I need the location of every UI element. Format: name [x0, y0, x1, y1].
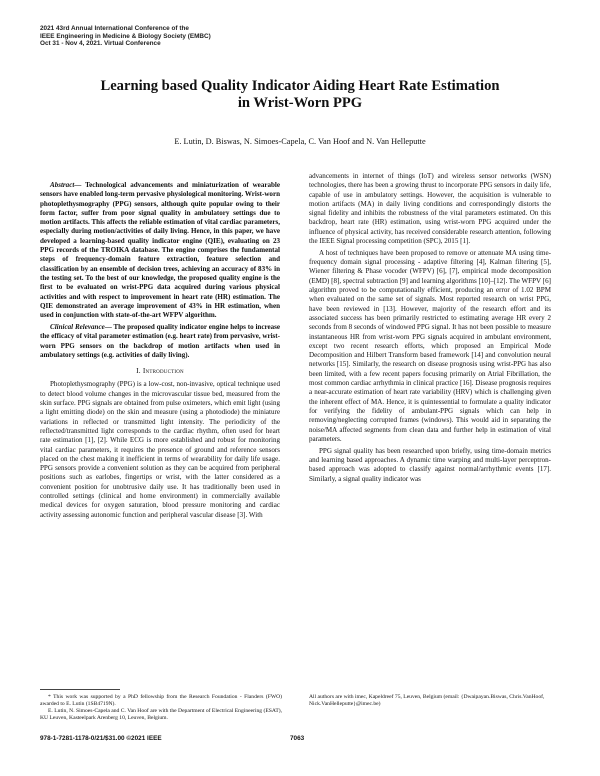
section-heading-introduction: I. Introduction	[136, 366, 184, 376]
body-paragraph: A host of techniques have been proposed to remove or attenuate MA using time-frequency domain signal processing - adaptive filtering [4], Kalman filtering [5], Wiener filtering & Phase vocoder (WFPV) [6], [7], empirical mode decomposition (EMD) [8], spectral subtraction [9] and learning algorithms [10]–[12]. The WFPV [6] algorithm proved to be computationally efficient, producing an error of 1.02 BPM when evaluated on the same set of signals. Most reported research on wrist PPG, have been reviewed in [13]. However, majority of the research effort and its associated success has been primarily restricted to estimating average HR every 2 seconds from 8 seconds of windowed PPG signal. It has not been possible to measure instantaneous HR from wrist-worn PPG signals acquired in ambulant environment, except two recent research efforts, which proposed an Empirical Mode Decomposition and Hilbert Transform based framework [14] and convolution neural networks [15]. Similarly, the research on disease prognosis using wrist-PPG has also been limited, with a few recent papers focusing primarily on Atrial Fibrillation, the most common cardiac arrhythmia in clinical practice [16]. Disease prognosis requires a near-accurate estimation of heart rate variability (HRV) which is challenging given the inherent effect of MA. Hence, it is quintessential to formulate a quality indicator for verifying the fidelity of ambulant-PPG signals which can help in removing/neglecting corrupted frames (windows). This would aid in separating the noise/MA affected segments from clean data and further help in estimation of vital parameters.	[309, 248, 551, 443]
clinical-relevance	[40, 323, 280, 360]
left-column	[40, 181, 280, 520]
conference-line-2: IEEE Engineering in Medicine & Biology Society (EMBC)	[40, 32, 211, 40]
author-list: E. Lutin, D. Biswas, N. Simoes-Capela, C. Van Hoof and N. Van Helleputte	[174, 137, 426, 146]
footnote-imec: All authors are with imec, Kapeldreef 75, Leuven, Belgium (email: {Dwaipayan.Biswas, Chris.VanHoof, Nick.VanHelleputte}@imec.be)	[309, 694, 545, 707]
footnote-affiliation: E. Lutin, N. Simoes-Capela and C. Van Hoof are with the Department of Electrical Engineering (ESAT), KU Leuven, Kasteelpark Arenberg 10, Leuven, Belgium.	[40, 707, 282, 721]
footnote-left	[40, 694, 282, 722]
relevance-lead: Clinical Relevance	[50, 322, 105, 331]
right-column	[309, 172, 551, 484]
body-paragraph: PPG signal quality has been researched upon briefly, using time-domain metrics and learning based approaches. A dynamic time warping and multi-layer perceptron-based approach was adopted to classify against normal/arrhythmic events [17]. Similarly, a signal quality indicator was	[309, 446, 551, 483]
abstract-lead: Abstract	[50, 181, 75, 189]
paper-title	[60, 78, 540, 112]
footer-page-number: 7063	[290, 735, 305, 742]
footnote-rule	[40, 689, 120, 690]
relevance-text: — The proposed quality indicator engine helps to increase the efficacy of vital parameter estimation (e.g. heart rate) from pervasive, wrist-worn PPG sensors on the backdrop of motion artifacts when used in ambulatory settings (e.g. activities of daily living).	[40, 322, 280, 359]
intro-paragraph: Photoplethysmography (PPG) is a low-cost, non-invasive, optical technique used to detect blood volume changes in the microvascular tissue bed, measured from the skin surface. PPG signals are obtained from pulse oximeters, which emit light (using a light emitting diode) on the skin and measure (using a photodiode) the miniature variations in reflected or transmitted light intensity. The periodicity of the reflected/transmitted light corresponds to the cardiac rhythm, often used for heart rate estimation [1], [2]. While ECG is more established and robust for monitoring vital cardiac parameters, it requires the presence of ground and reference sensors placed on the chest making it inefficient in terms of wearability for daily life usage. PPG sensors provide a convenient solution as they can be acquired from peripheral positions such as earlobes, fingertips or wrist, with the latter considered as a convenient position for unobtrusive daily use. It has traditionally been used in controlled settings (clinical and home environment) in commercially available medical devices for oxygen saturation, blood pressure monitoring and cardiac activity assessing autonomic function and peripheral vascular disease [3]. With	[40, 380, 280, 519]
title-line-1: Learning based Quality Indicator Aiding Heart Rate Estimation	[100, 78, 500, 94]
conference-line-3: Oct 31 - Nov 4, 2021. Virtual Conference	[40, 40, 161, 48]
conference-line-1: 2021 43rd Annual International Conference of the	[40, 25, 189, 32]
body-paragraph: advancements in internet of things (IoT) and wireless sensor networks (WSN) technologies, there has been a growing thrust to incorporate PPG sensors in daily life, capable of use in ambulatory settings. However, the acquisition is vulnerable to motion artifacts (MA) in daily living conditions and correspondingly distorts the signal fidelity and inhibits the robustness of the vital parameters estimated. On this backdrop, heart rate (HR) estimation, using wrist-worn PPG acquired under the influence of physical activity, has received considerable research attention, following the IEEE Signal processing competition (SPC), 2015 [1].	[309, 172, 551, 246]
footer-isbn: 978-1-7281-1178-0/21/$31.00 ©2021 IEEE	[40, 735, 162, 742]
footnote-right	[309, 694, 551, 708]
title-line-2: in Wrist-Worn PPG	[237, 95, 363, 111]
conference-header	[40, 25, 370, 48]
footnote-funding: * This work was supported by a PhD fellowship from the Research Foundation - Flanders (FWO) awarded to E. Lutin (1SB4719N).	[40, 694, 282, 707]
abstract-text: — Technological advancements and miniaturization of wearable sensors have enabled long-term pervasive physiological monitoring. Wrist-worn photoplethysmography (PPG) sensors, although quite popular owing to their form factor, suffer from poor signal quality in ambulatory settings due to motion artifacts. This affects the reliable estimation of vital cardiac parameters, especially during motion/activities of daily living. Hence, in this paper, we have developed a learning-based quality indicator engine (QIE), evaluating on 23 PPG records of the TROIKA database. The engine comprises the fundamental steps of frequency-domain feature extraction, feature selection and classification by an ensemble of decision trees, achieving an accuracy of 83% in the testing set. To the best of our knowledge, the proposed quality engine is the first to be evaluated on wrist-PPG data acquired during various physical activities and with respect to improvement in heart rate (HR) estimation. The QIE demonstrated an average improvement of 43% in HR estimation, when used in conjunction with state-of-the-art WFPV algorithm.	[40, 181, 280, 320]
abstract	[40, 181, 280, 320]
